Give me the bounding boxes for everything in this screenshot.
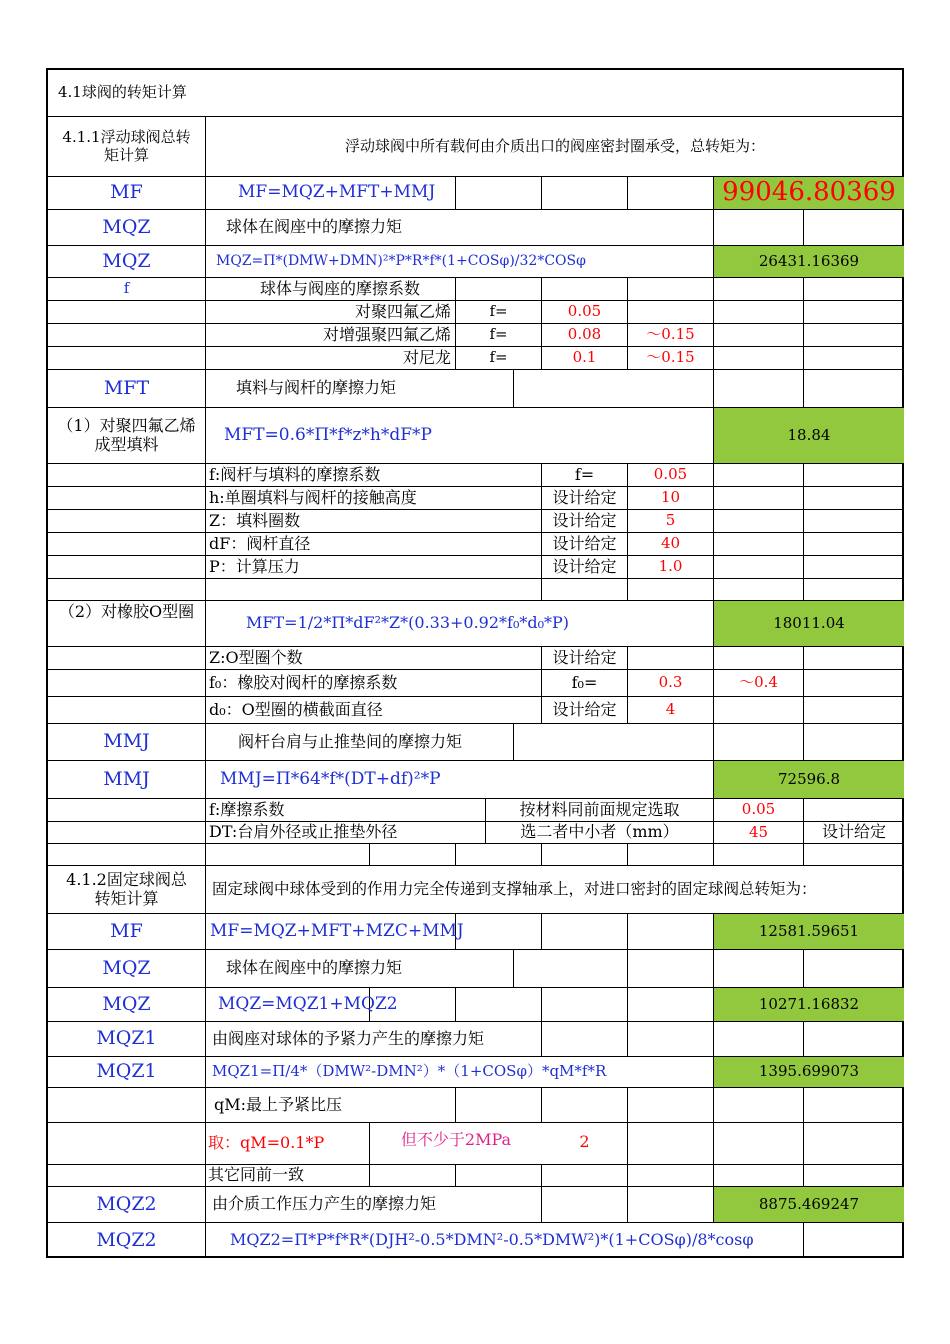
symbol-mmj: MMJ: [48, 761, 206, 799]
empty-cell: [48, 347, 206, 370]
empty-cell: [804, 844, 904, 866]
param-note: [804, 799, 904, 822]
empty-cell: [370, 844, 456, 866]
empty-cell: [628, 177, 714, 210]
formula-mf-fixed: MF=MQZ+MFT+MZC+MMJ: [206, 914, 456, 950]
total-torque-fixed: 12581.59651: [714, 914, 904, 950]
symbol-mqz: MQZ: [48, 246, 206, 278]
empty-cell: [628, 1088, 714, 1123]
param-range: ～0.4: [714, 670, 804, 697]
calculation-sheet: [46, 68, 904, 1258]
empty-cell: [542, 278, 628, 301]
mmj-description: 阀杆台肩与止推垫间的摩擦力矩: [206, 724, 514, 761]
param-value: [628, 647, 714, 670]
floating-intro: 浮动球阀中所有载何由介质出口的阀座密封圈承受，总转矩为：: [206, 117, 904, 177]
param-source: 设计给定: [542, 533, 628, 556]
empty-cell: [804, 556, 904, 579]
empty-cell: [714, 1165, 804, 1187]
empty-cell: [804, 301, 904, 324]
empty-cell: [542, 988, 628, 1022]
empty-cell: [514, 950, 628, 988]
param-text: Z:O型圈个数: [206, 647, 542, 670]
empty-cell: [542, 914, 628, 950]
empty-cell: [804, 1123, 904, 1165]
material-f-value: 0.05: [542, 301, 628, 324]
symbol-mqz2: MQZ2: [48, 1223, 206, 1258]
empty-cell: [714, 324, 804, 347]
empty-cell: [714, 724, 804, 761]
empty-cell: [456, 1165, 542, 1187]
param-text: d₀：O型圈的横截面直径: [206, 697, 542, 724]
empty-cell: [542, 1165, 628, 1187]
param-value: 1.0: [628, 556, 714, 579]
mqz2-description: 由介质工作压力产生的摩擦力矩: [206, 1187, 542, 1223]
empty-cell: [714, 301, 804, 324]
fixed-intro: 固定球阀中球体受到的作用力完全传递到支撑轴承上，对进口密封的固定球阀总转矩为：: [206, 866, 904, 914]
empty-cell: [48, 697, 206, 724]
mqz-description: 球体在阀座中的摩擦力矩: [206, 210, 714, 246]
mft-description: 填料与阀杆的摩擦力矩: [206, 370, 514, 408]
symbol-mqz: MQZ: [48, 988, 206, 1022]
material-eq: f=: [456, 324, 542, 347]
empty-cell: [48, 647, 206, 670]
empty-cell: [804, 647, 904, 670]
symbol-mqz: MQZ: [48, 210, 206, 246]
empty-cell: [714, 556, 804, 579]
empty-cell: [804, 950, 904, 988]
material-name: 对聚四氟乙烯: [206, 301, 456, 324]
empty-cell: [804, 210, 904, 246]
param-text: h:单圈填料与阀杆的接触高度: [206, 487, 542, 510]
value-mqz2: 8875.469247: [714, 1187, 904, 1223]
empty-cell: [48, 844, 206, 866]
param-source: 按材料同前面规定选取: [486, 799, 714, 822]
empty-cell: [804, 1165, 904, 1187]
empty-cell: [48, 324, 206, 347]
param-note: 设计给定: [804, 822, 904, 844]
empty-cell: [628, 579, 714, 601]
empty-cell: [370, 988, 456, 1022]
empty-cell: [542, 1088, 628, 1123]
empty-cell: [714, 950, 804, 988]
value-mqz: 26431.16369: [714, 246, 904, 278]
empty-cell: [628, 950, 714, 988]
empty-cell: [804, 487, 904, 510]
value-mqz-fixed: 10271.16832: [714, 988, 904, 1022]
formula-mft-oring: MFT=1/2*Π*dF²*Z*(0.33+0.92*f₀*d₀*P): [206, 601, 714, 647]
symbol-mf: MF: [48, 914, 206, 950]
empty-cell: [48, 1123, 206, 1165]
material-name: 对增强聚四氟乙烯: [206, 324, 456, 347]
empty-cell: [714, 533, 804, 556]
empty-cell: [804, 510, 904, 533]
param-source: 选二者中小者（mm）: [486, 822, 714, 844]
empty-cell: [804, 464, 904, 487]
empty-cell: [542, 177, 628, 210]
empty-cell: [628, 278, 714, 301]
param-text: P：计算压力: [206, 556, 542, 579]
material-f-range: [628, 301, 714, 324]
empty-cell: [48, 1165, 206, 1187]
empty-cell: [48, 510, 206, 533]
empty-cell: [804, 1223, 904, 1258]
qm-take: 取：qM=0.1*P: [206, 1123, 370, 1165]
param-source: 设计给定: [542, 510, 628, 533]
empty-cell: [456, 844, 542, 866]
material-f-value: 0.08: [542, 324, 628, 347]
param-value: 0.05: [628, 464, 714, 487]
empty-cell: [714, 1022, 804, 1057]
empty-cell: [714, 347, 804, 370]
empty-cell: [804, 1022, 904, 1057]
empty-cell: [542, 579, 628, 601]
material-eq: f=: [456, 347, 542, 370]
symbol-mqz2: MQZ2: [48, 1187, 206, 1223]
empty-cell: [804, 724, 904, 761]
empty-cell: [628, 1022, 714, 1057]
empty-cell: [628, 1123, 714, 1165]
empty-cell: [48, 556, 206, 579]
param-text: dF：阀杆直径: [206, 533, 542, 556]
empty-cell: [714, 1088, 804, 1123]
empty-cell: [48, 533, 206, 556]
symbol-mqz1: MQZ1: [48, 1022, 206, 1057]
empty-cell: [456, 278, 542, 301]
empty-cell: [48, 1088, 206, 1123]
value-mmj: 72596.8: [714, 761, 904, 799]
empty-cell: [456, 914, 542, 950]
qm-description: qM:最上予紧比压: [206, 1088, 456, 1123]
value-mft-oring: 18011.04: [714, 601, 904, 647]
value-mft-ptfe: 18.84: [714, 408, 904, 464]
param-value: 0.05: [714, 799, 804, 822]
empty-cell: [714, 579, 804, 601]
formula-mqz-fixed: MQZ=MQZ1+MQZ2: [206, 988, 370, 1022]
empty-cell: [714, 464, 804, 487]
empty-cell: [48, 301, 206, 324]
mqz1-description: 由阀座对球体的予紧力产生的摩擦力矩: [206, 1022, 542, 1057]
empty-cell: [48, 579, 206, 601]
param-source: 设计给定: [542, 556, 628, 579]
symbol-mft: MFT: [48, 370, 206, 408]
param-value: 10: [628, 487, 714, 510]
empty-cell: [714, 510, 804, 533]
symbol-mmj: MMJ: [48, 724, 206, 761]
param-source: f₀=: [542, 670, 628, 697]
param-source: 设计给定: [542, 487, 628, 510]
param-range: [714, 697, 804, 724]
oring-label: （2）对橡胶O型圈: [48, 601, 206, 647]
empty-cell: [804, 278, 904, 301]
empty-cell: [456, 988, 542, 1022]
ptfe-label: （1）对聚四氟乙烯成型填料: [48, 408, 206, 464]
param-source: 设计给定: [542, 647, 628, 670]
floating-section-label: 4.1.1浮动球阀总转矩计算: [48, 117, 206, 177]
param-value: 45: [714, 822, 804, 844]
formula-mf: MF=MQZ+MFT+MMJ: [206, 177, 456, 210]
param-value: 0.3: [628, 670, 714, 697]
param-range: [714, 647, 804, 670]
empty-cell: [48, 464, 206, 487]
param-value: 4: [628, 697, 714, 724]
empty-cell: [804, 1088, 904, 1123]
section-title: 4.1球阀的转矩计算: [48, 70, 904, 117]
empty-cell: [804, 533, 904, 556]
empty-cell: [48, 670, 206, 697]
empty-cell: [48, 487, 206, 510]
mqz-description: 球体在阀座中的摩擦力矩: [206, 950, 514, 988]
empty-cell: [542, 844, 628, 866]
empty-cell: [48, 799, 206, 822]
param-source: f=: [542, 464, 628, 487]
formula-mft-ptfe: MFT=0.6*Π*f*z*h*dF*P: [206, 408, 714, 464]
symbol-f: f: [48, 278, 206, 301]
formula-mqz1: MQZ1=Π/4*（DMW²-DMN²）*（1+COSφ）*qM*f*R: [206, 1057, 714, 1088]
param-text: DT:台肩外径或止推垫外径: [206, 822, 486, 844]
empty-cell: [628, 844, 714, 866]
empty-cell: [206, 844, 370, 866]
total-torque-floating: 99046.80369: [714, 177, 904, 210]
others-note: 其它同前一致: [206, 1165, 370, 1187]
empty-cell: [206, 579, 542, 601]
symbol-mf: MF: [48, 177, 206, 210]
empty-cell: [370, 1165, 456, 1187]
empty-cell: [628, 1187, 714, 1223]
empty-cell: [804, 697, 904, 724]
formula-mmj: MMJ=Π*64*f*(DT+df)²*P: [206, 761, 714, 799]
empty-cell: [714, 210, 804, 246]
material-f-range: ～0.15: [628, 347, 714, 370]
empty-cell: [714, 278, 804, 301]
empty-cell: [456, 1088, 542, 1123]
empty-cell: [714, 1123, 804, 1165]
material-name: 对尼龙: [206, 347, 456, 370]
symbol-mqz1: MQZ1: [48, 1057, 206, 1088]
empty-cell: [542, 1187, 628, 1223]
empty-cell: [714, 370, 804, 408]
formula-mqz: MQZ=Π*(DMW+DMN)²*P*R*f*(1+COSφ)/32*COSφ: [206, 246, 714, 278]
param-source: 设计给定: [542, 697, 628, 724]
material-eq: f=: [456, 301, 542, 324]
param-text: f:摩擦系数: [206, 799, 486, 822]
empty-cell: [514, 370, 714, 408]
empty-cell: [48, 822, 206, 844]
empty-cell: [804, 670, 904, 697]
empty-cell: [542, 1022, 628, 1057]
qm-minimum: 但不少于2MPa: [370, 1123, 542, 1165]
param-text: f₀：橡胶对阀杆的摩擦系数: [206, 670, 542, 697]
empty-cell: [804, 324, 904, 347]
empty-cell: [714, 844, 804, 866]
empty-cell: [804, 370, 904, 408]
empty-cell: [628, 988, 714, 1022]
empty-cell: [514, 724, 714, 761]
param-text: f:阀杆与填料的摩擦系数: [206, 464, 542, 487]
symbol-mqz: MQZ: [48, 950, 206, 988]
param-value: 40: [628, 533, 714, 556]
empty-cell: [804, 579, 904, 601]
f-description: 球体与阀座的摩擦系数: [206, 278, 456, 301]
fixed-section-label: 4.1.2固定球阀总转矩计算: [48, 866, 206, 914]
qm-value: 2: [542, 1123, 628, 1165]
formula-mqz2: MQZ2=Π*P*f*R*(DJH²-0.5*DMN²-0.5*DMW²)*(1+COSφ)/8*cosφ: [206, 1223, 804, 1258]
empty-cell: [714, 487, 804, 510]
value-mqz1: 1395.699073: [714, 1057, 904, 1088]
empty-cell: [628, 1165, 714, 1187]
empty-cell: [456, 177, 542, 210]
material-f-value: 0.1: [542, 347, 628, 370]
material-f-range: ～0.15: [628, 324, 714, 347]
param-value: 5: [628, 510, 714, 533]
empty-cell: [628, 914, 714, 950]
param-text: Z：填料圈数: [206, 510, 542, 533]
empty-cell: [804, 347, 904, 370]
